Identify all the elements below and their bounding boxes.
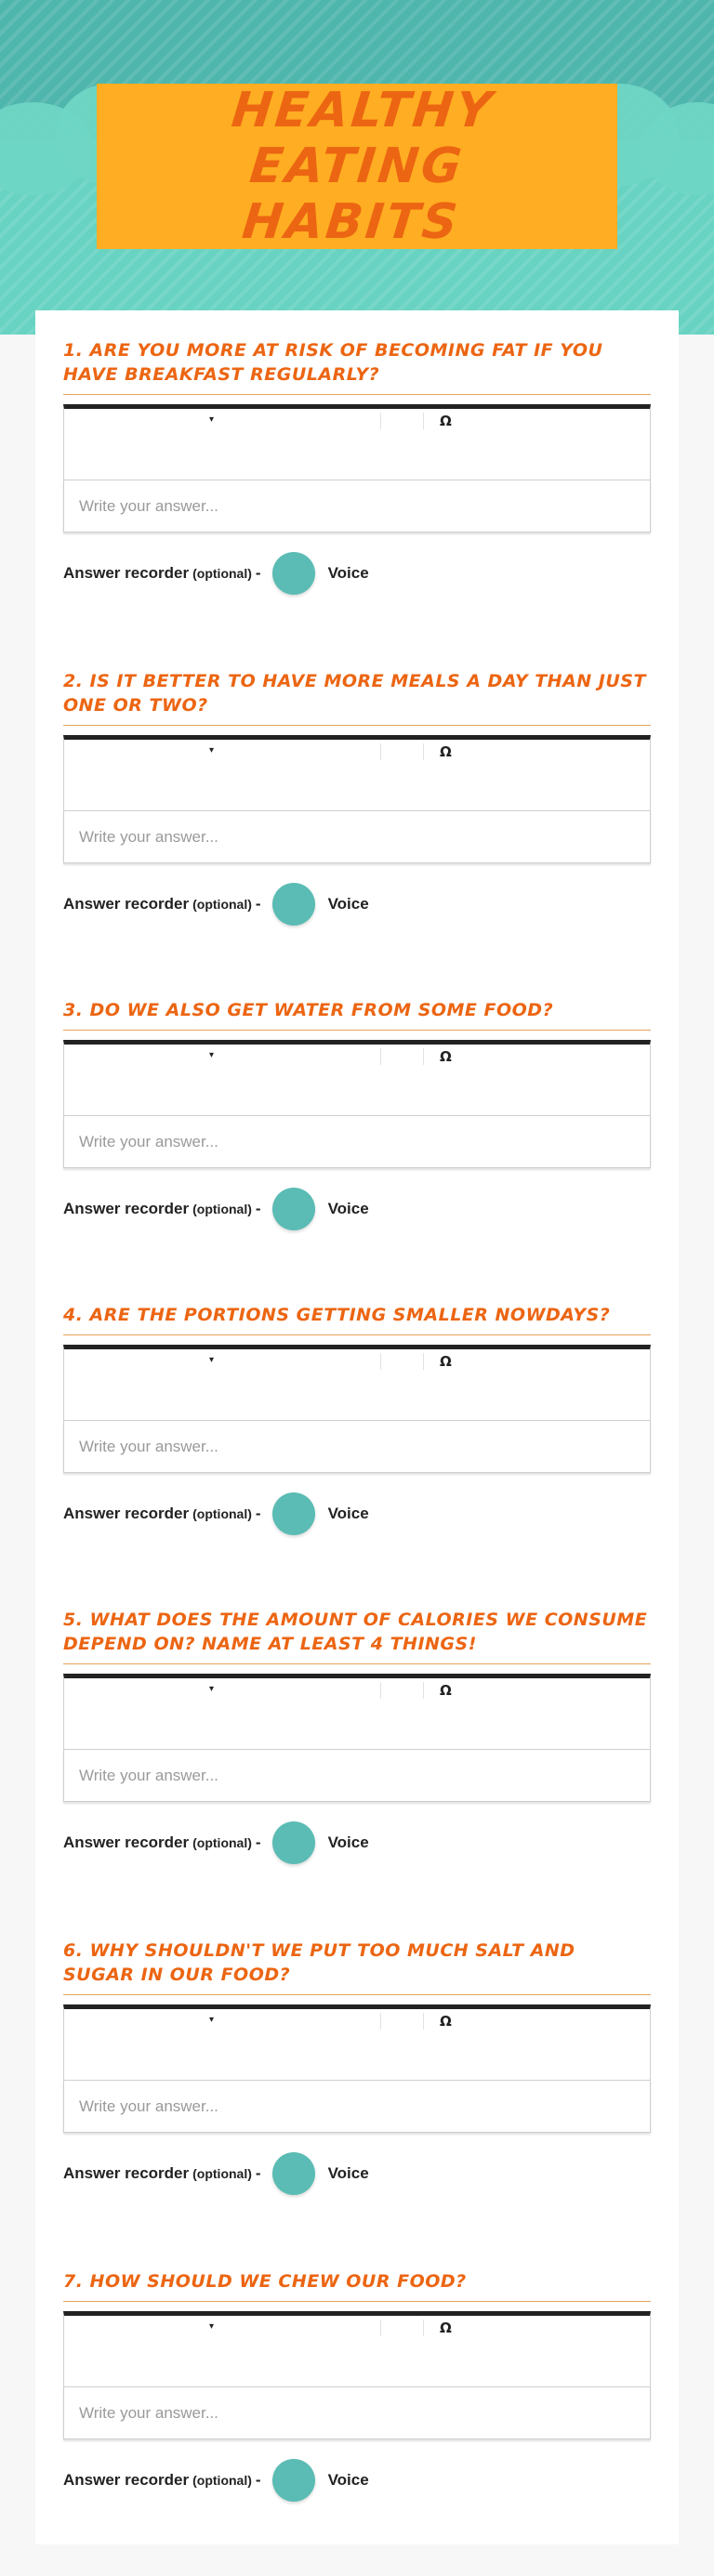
recorder-label: Answer recorder (63, 1833, 190, 1851)
answer-field-wrapper (63, 1116, 651, 1168)
toolbar-divider (380, 743, 381, 760)
recorder-optional-label: (optional) (192, 2166, 252, 2181)
toolbar-divider (423, 1682, 424, 1699)
recorder-dash: - (255, 2164, 261, 2182)
editor-toolbar (64, 740, 650, 764)
chevron-down-icon[interactable]: ▾ (209, 2321, 215, 2332)
toolbar-divider (423, 2320, 424, 2336)
answer-field-wrapper (63, 1421, 651, 1473)
answer-field-wrapper (63, 2081, 651, 2133)
rich-text-editor[interactable] (63, 735, 651, 811)
hero-banner (0, 0, 714, 335)
question-block (63, 1939, 651, 2196)
question-title: 6. WHY SHOULDN'T WE PUT TOO MUCH SALT AND SUGAR IN OUR FOOD? (63, 1939, 651, 1995)
answer-recorder (63, 2458, 651, 2503)
toolbar-divider (423, 743, 424, 760)
record-voice-button[interactable] (272, 883, 315, 926)
record-voice-button[interactable] (272, 1821, 315, 1864)
question-block (63, 998, 651, 1231)
special-character-icon[interactable]: Ω (440, 2320, 452, 2336)
answer-field-wrapper (63, 1750, 651, 1802)
voice-label: Voice (327, 2471, 369, 2489)
answer-recorder (63, 1492, 651, 1536)
chevron-down-icon[interactable]: ▾ (209, 414, 215, 425)
question-title: 3. DO WE ALSO GET WATER FROM SOME FOOD? (63, 998, 651, 1031)
answer-field-wrapper (63, 2387, 651, 2439)
question-title: 2. IS IT BETTER TO HAVE MORE MEALS A DAY THAN JUST ONE OR TWO? (63, 669, 651, 726)
recorder-dash: - (255, 895, 261, 913)
special-character-icon[interactable]: Ω (440, 1682, 452, 1699)
voice-label: Voice (327, 564, 369, 582)
recorder-label: Answer recorder (63, 2164, 190, 2182)
question-block (63, 1608, 651, 1865)
special-character-icon[interactable]: Ω (440, 413, 452, 429)
special-character-icon[interactable]: Ω (440, 1353, 452, 1370)
page-title: HEALTHY EATING HABITS (229, 83, 497, 250)
editor-toolbar (64, 1045, 650, 1069)
chevron-down-icon[interactable]: ▾ (209, 1355, 215, 1365)
answer-recorder (63, 1820, 651, 1865)
answer-input[interactable] (79, 2404, 635, 2423)
recorder-optional-label: (optional) (192, 566, 252, 581)
record-voice-button[interactable] (272, 2459, 315, 2502)
recorder-label: Answer recorder (63, 2471, 190, 2489)
question-block (63, 2269, 651, 2503)
question-title: 4. ARE THE PORTIONS GETTING SMALLER NOWDAYS? (63, 1303, 651, 1335)
recorder-dash: - (255, 2471, 261, 2489)
question-title: 7. HOW SHOULD WE CHEW OUR FOOD? (63, 2269, 651, 2302)
question-title: 5. WHAT DOES THE AMOUNT OF CALORIES WE CONSUME DEPEND ON? NAME AT LEAST 4 THINGS! (63, 1608, 651, 1664)
toolbar-divider (423, 1048, 424, 1065)
recorder-label: Answer recorder (63, 1200, 190, 1217)
recorder-optional-label: (optional) (192, 1506, 252, 1521)
chevron-down-icon[interactable]: ▾ (209, 1684, 215, 1694)
answer-recorder (63, 1187, 651, 1231)
toolbar-divider (423, 1353, 424, 1370)
title-box (97, 84, 617, 249)
rich-text-editor[interactable] (63, 1345, 651, 1421)
answer-input[interactable] (79, 2097, 635, 2116)
rich-text-editor[interactable] (63, 1674, 651, 1750)
recorder-optional-label: (optional) (192, 1202, 252, 1216)
chevron-down-icon[interactable]: ▾ (209, 1050, 215, 1060)
answer-input[interactable] (79, 1133, 635, 1151)
special-character-icon[interactable]: Ω (440, 2013, 452, 2030)
editor-toolbar (64, 409, 650, 433)
record-voice-button[interactable] (272, 2152, 315, 2195)
voice-label: Voice (327, 2164, 369, 2182)
toolbar-divider (423, 413, 424, 429)
recorder-optional-label: (optional) (192, 897, 252, 912)
toolbar-divider (423, 2013, 424, 2030)
rich-text-editor[interactable] (63, 2004, 651, 2081)
record-voice-button[interactable] (272, 1188, 315, 1230)
toolbar-divider (380, 2013, 381, 2030)
answer-input[interactable] (79, 1767, 635, 1785)
recorder-label: Answer recorder (63, 1505, 190, 1522)
voice-label: Voice (327, 1505, 369, 1522)
special-character-icon[interactable]: Ω (440, 743, 452, 760)
recorder-optional-label: (optional) (192, 1835, 252, 1850)
voice-label: Voice (327, 1833, 369, 1851)
answer-recorder (63, 2151, 651, 2196)
voice-label: Voice (327, 1200, 369, 1217)
form-card (35, 310, 679, 2544)
chevron-down-icon[interactable]: ▾ (209, 745, 215, 756)
record-voice-button[interactable] (272, 1492, 315, 1535)
recorder-label: Answer recorder (63, 564, 190, 582)
answer-input[interactable] (79, 1438, 635, 1456)
chevron-down-icon[interactable]: ▾ (209, 2015, 215, 2025)
recorder-dash: - (255, 564, 261, 582)
toolbar-divider (380, 413, 381, 429)
recorder-dash: - (255, 1505, 261, 1522)
editor-toolbar (64, 2009, 650, 2033)
recorder-optional-label: (optional) (192, 2473, 252, 2488)
answer-field-wrapper (63, 480, 651, 532)
rich-text-editor[interactable] (63, 404, 651, 480)
answer-recorder (63, 551, 651, 596)
answer-recorder (63, 882, 651, 927)
toolbar-divider (380, 1048, 381, 1065)
special-character-icon[interactable]: Ω (440, 1048, 452, 1065)
record-voice-button[interactable] (272, 552, 315, 595)
recorder-dash: - (255, 1200, 261, 1217)
rich-text-editor[interactable] (63, 1040, 651, 1116)
recorder-label: Answer recorder (63, 895, 190, 913)
editor-toolbar (64, 2316, 650, 2340)
question-block (63, 669, 651, 927)
recorder-dash: - (255, 1833, 261, 1851)
editor-toolbar (64, 1349, 650, 1373)
question-block (63, 1303, 651, 1536)
rich-text-editor[interactable] (63, 2311, 651, 2387)
answer-input[interactable] (79, 497, 635, 516)
question-block (63, 338, 651, 596)
editor-toolbar (64, 1678, 650, 1702)
toolbar-divider (380, 2320, 381, 2336)
toolbar-divider (380, 1353, 381, 1370)
answer-field-wrapper (63, 811, 651, 863)
toolbar-divider (380, 1682, 381, 1699)
question-title: 1. ARE YOU MORE AT RISK OF BECOMING FAT IF YOU HAVE BREAKFAST REGULARLY? (63, 338, 651, 395)
answer-input[interactable] (79, 828, 635, 847)
voice-label: Voice (327, 895, 369, 913)
